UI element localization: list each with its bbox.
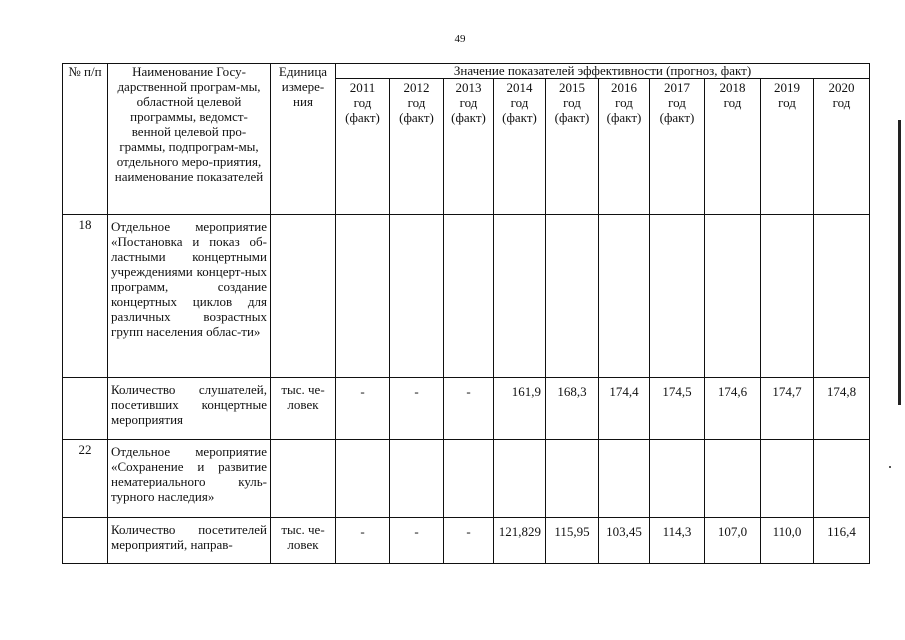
header-year-note: (факт) [659, 110, 695, 125]
scan-edge-line [898, 120, 901, 405]
row-value-2011: - [336, 378, 390, 440]
row-value-2018: 174,6 [705, 378, 761, 440]
indicators-table [62, 63, 870, 564]
header-year-4 [546, 79, 599, 215]
row-value-2014: 161,9 [494, 378, 546, 440]
row-value-2020: 174,8 [814, 378, 870, 440]
header-year-year: 2012 [403, 80, 430, 95]
row-value-2012: - [390, 378, 444, 440]
row-value-2015: 168,3 [546, 378, 599, 440]
row-value-2012 [390, 440, 444, 518]
row-value-2014: 121,829 [494, 518, 546, 564]
header-year-6 [650, 79, 705, 215]
row-value-2013 [444, 440, 494, 518]
row-value-2018 [705, 440, 761, 518]
row-value-2017: 174,5 [650, 378, 705, 440]
row-value-2019 [761, 215, 814, 378]
header-year-note: (факт) [554, 110, 590, 125]
header-year-note: (факт) [502, 110, 537, 125]
row-value-2016 [599, 215, 650, 378]
row-value-2019 [761, 440, 814, 518]
row-unit: тыс. че-ловек [271, 518, 336, 564]
row-value-2011: - [336, 518, 390, 564]
row-value-2017 [650, 215, 705, 378]
row-unit: тыс. че-ловек [271, 378, 336, 440]
header-year-year: 2015 [559, 80, 585, 95]
table-row [63, 440, 870, 518]
row-value-2020 [814, 215, 870, 378]
header-name: Наименование Госу-дарственной програм-мы, областной целевой программы, ведомст-венной целевой про-граммы, подпрограм-мы, отдельного меро-приятия, наименование показателей [108, 64, 271, 215]
row-value-2016: 174,4 [599, 378, 650, 440]
header-year-note: (факт) [345, 110, 380, 125]
header-year-1 [390, 79, 444, 215]
header-year-word: год [832, 95, 851, 110]
row-value-2014 [494, 215, 546, 378]
row-value-2020: 116,4 [814, 518, 870, 564]
header-year-note: (факт) [399, 110, 434, 125]
header-year-word: год [563, 95, 581, 110]
header-year-word: год [353, 95, 372, 110]
header-year-word: год [510, 95, 529, 110]
row-unit [271, 440, 336, 518]
header-year-word: год [723, 95, 742, 110]
row-value-2013 [444, 215, 494, 378]
page-number: 49 [454, 33, 466, 45]
row-name: Отдельное мероприятие «Сохранение и развитие нематериального куль-турного наследия» [108, 440, 271, 518]
row-value-2017: 114,3 [650, 518, 705, 564]
row-value-2015: 115,95 [546, 518, 599, 564]
header-year-9 [814, 79, 870, 215]
row-value-2020 [814, 440, 870, 518]
header-year-8 [761, 79, 814, 215]
row-value-2013: - [444, 518, 494, 564]
row-value-2011 [336, 215, 390, 378]
row-number [63, 378, 108, 440]
header-year-2 [444, 79, 494, 215]
row-name: Отдельное мероприятие «Постановка и показ об-ластными концертными учреждениями концерт-ных программ, создание концертных циклов для различных возрастных групп населения облас-ти» [108, 215, 271, 378]
header-year-year: 2013 [455, 80, 482, 95]
row-value-2016 [599, 440, 650, 518]
header-year-word: год [615, 95, 633, 110]
row-value-2012 [390, 215, 444, 378]
scan-speck [889, 466, 891, 468]
table-row [63, 378, 870, 440]
row-value-2019: 174,7 [761, 378, 814, 440]
row-unit [271, 215, 336, 378]
header-values-title: Значение показателей эффективности (прогноз, факт) [336, 64, 870, 79]
header-unit: Единица измере-ния [271, 64, 336, 215]
row-number: 22 [63, 440, 108, 518]
header-year-3 [494, 79, 546, 215]
header-year-word: год [459, 95, 478, 110]
header-year-word: год [407, 95, 426, 110]
row-value-2015 [546, 215, 599, 378]
row-value-2014 [494, 440, 546, 518]
header-year-0 [336, 79, 390, 215]
header-year-note: (факт) [606, 110, 642, 125]
row-number [63, 518, 108, 564]
header-year-year: 2020 [828, 80, 855, 95]
row-number: 18 [63, 215, 108, 378]
row-value-2011 [336, 440, 390, 518]
header-year-word: год [668, 95, 686, 110]
header-year-5 [599, 79, 650, 215]
header-year-7 [705, 79, 761, 215]
header-year-year: 2014 [506, 80, 533, 95]
header-year-year: 2016 [611, 80, 637, 95]
row-name: Количество слушателей, посетивших концертные мероприятия [108, 378, 271, 440]
row-value-2018 [705, 215, 761, 378]
header-year-word: год [778, 95, 796, 110]
header-year-note: (факт) [451, 110, 486, 125]
row-value-2015 [546, 440, 599, 518]
table-row [63, 215, 870, 378]
header-year-year: 2011 [349, 80, 376, 95]
header-year-year: 2019 [774, 80, 800, 95]
row-name: Количество посетителей мероприятий, направ- [108, 518, 271, 564]
row-value-2017 [650, 440, 705, 518]
header-row [63, 64, 870, 79]
header-year-year: 2018 [719, 80, 746, 95]
row-value-2013: - [444, 378, 494, 440]
table-row [63, 518, 870, 564]
row-value-2018: 107,0 [705, 518, 761, 564]
header-num: № п/п [63, 64, 108, 215]
row-value-2019: 110,0 [761, 518, 814, 564]
row-value-2016: 103,45 [599, 518, 650, 564]
row-value-2012: - [390, 518, 444, 564]
header-year-year: 2017 [664, 80, 690, 95]
